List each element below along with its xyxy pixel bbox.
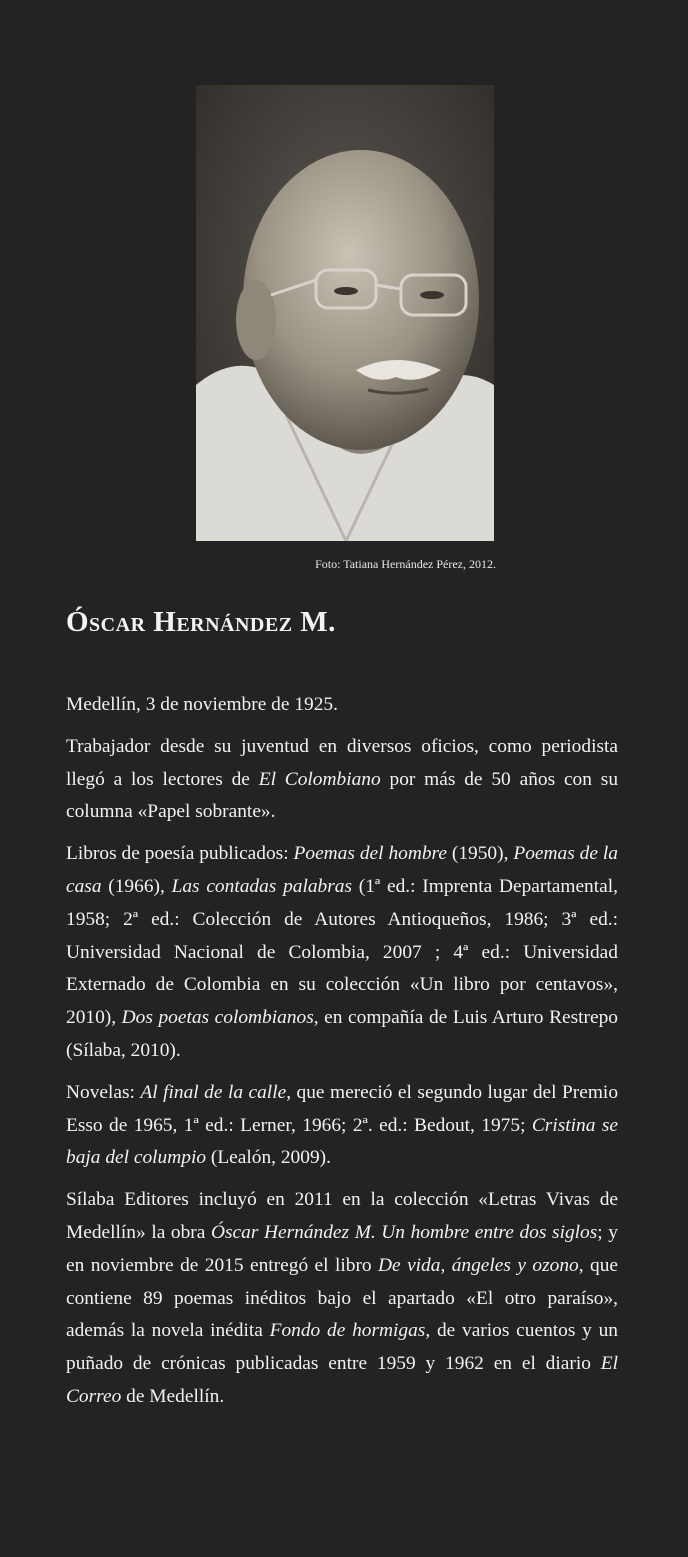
biography <box>66 689 618 1423</box>
bio-novels: Novelas: Al final de la calle, que mereció el segundo lugar del Premio Esso de 1965, 1ª ed.: Lerner, 1966; 2ª. ed.: Bedout, 1975; Cristina se baja del columpio (Lealón, 2009). <box>66 1081 619 1169</box>
book-title: Óscar Hernández M. Un hombre entre dos siglos <box>210 1221 598 1243</box>
bio-career: Trabajador desde su juventud en diversos oficios, como periodista llegó a los lectores de El Colombiano por más de 50 años con su columna «Papel sobrante». <box>66 735 619 823</box>
bio-birth: Medellín, 3 de noviembre de 1925. <box>66 694 338 715</box>
book-title: Dos poetas colombianos <box>121 1007 314 1029</box>
bio-poetry: Libros de poesía publicados: Poemas del hombre (1950), Poemas de la casa (1966), Las contadas palabras (1ª ed.: Imprenta Departamental, 1958; 2ª ed.: Colección de Autores Antioqueños, 1986; 3ª ed.: Universidad Nacional de Colombia, 2007 ; 4ª ed.: Universidad Externado de Colombia en su colección «Un libro por centavos», 2010), Dos poetas colombianos, en compañía de Luis Arturo Restrepo (Sílaba, 2010). <box>66 843 618 1061</box>
book-title: Cristina se baja del columpio <box>66 1114 618 1169</box>
bio-publications: Sílaba Editores incluyó en 2011 en la colección «Letras Vivas de Medellín» la obra Óscar Hernández M. Un hombre entre dos siglos; y en noviembre de 2015 entregó el libro De vida, ángeles y ozono, que contiene 89 poemas inéditos bajo el apartado «El otro paraíso», además la novela inédita Fondo de hormigas, de varios cuentos y un puñado de crónicas publicadas entre 1959 y 1962 en el diario El Correo de Medellín. <box>66 1189 619 1407</box>
author-name: Óscar Hernández M. <box>66 606 336 638</box>
newspaper-title: El Colombiano <box>258 768 381 790</box>
book-title: Al final de la calle <box>140 1081 287 1103</box>
photo-caption: Foto: Tatiana Hernández Pérez, 2012. <box>315 557 496 571</box>
book-title: Fondo de hormigas <box>269 1320 426 1342</box>
author-portrait-illustration <box>196 85 494 541</box>
newspaper-title: El Correo <box>66 1353 618 1407</box>
book-title: Las contadas palabras <box>171 875 353 897</box>
book-title: Poemas de la casa <box>66 843 618 897</box>
book-title: De vida, ángeles y ozono <box>378 1254 579 1276</box>
book-title: Poemas del hombre <box>293 843 447 865</box>
author-photo <box>196 85 494 541</box>
